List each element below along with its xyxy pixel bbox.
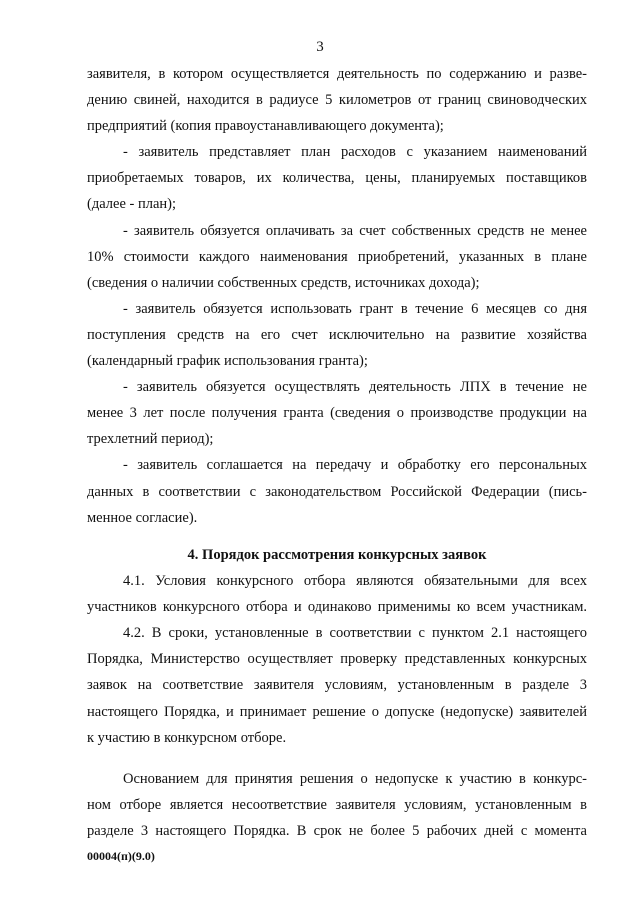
document-code: 00004(п)(9.0) — [87, 849, 155, 863]
text-line: 4.2. В сроки, установленные в соответствии с пунктом 2.1 настоящего — [123, 625, 587, 642]
text-line: - заявитель представляет план расходов с указанием наименований — [123, 144, 587, 161]
page-number: 3 — [316, 39, 324, 55]
text-line: - заявитель обязуется осуществлять деятельность ЛПХ в течение не — [123, 379, 587, 396]
text-line: менее 3 лет после получения гранта (сведения о производстве продукции на — [87, 405, 587, 422]
text-line: 4.1. Условия конкурсного отбора являются обязательными для всех — [123, 573, 587, 590]
section-heading: 4. Порядок рассмотрения конкурсных заявок — [187, 547, 487, 563]
text-line: трехлетний период); — [87, 431, 214, 448]
text-line: приобретаемых товаров, их количества, цены, планируемых поставщиков — [87, 170, 587, 187]
text-line: поступления средств на его счет исключительно на развитие хозяйства — [87, 326, 587, 343]
text-line: 10% стоимости каждого наименования приобретений, указанных в плане — [87, 248, 587, 265]
text-line: ном отборе является несоответствие заявителя условиям, установленным в — [87, 796, 587, 813]
text-line: - заявитель обязуется использовать грант в течение 6 месяцев со дня — [123, 300, 587, 317]
text-line: (календарный график использования гранта); — [87, 353, 368, 370]
text-line: Порядка, Министерство осуществляет проверку представленных конкурсных — [87, 651, 587, 668]
text-line: участников конкурсного отбора и одинаково применимы ко всем участникам. — [87, 599, 587, 616]
text-line: Основанием для принятия решения о недопуске к участию в конкурс- — [123, 770, 587, 787]
text-line: к участию в конкурсном отборе. — [87, 729, 287, 746]
text-line: предприятий (копия правоустанавливающего документа); — [87, 118, 444, 135]
paragraph-gap — [87, 751, 587, 766]
text-block-requirements — [87, 61, 587, 531]
text-block-section-4 — [87, 542, 587, 844]
text-line: - заявитель обязуется оплачивать за счет собственных средств не менее — [123, 222, 587, 239]
text-line: - заявитель соглашается на передачу и обработку его персональных — [123, 457, 587, 474]
text-line: (далее - план); — [87, 196, 177, 213]
text-line: менное согласие). — [87, 509, 198, 526]
text-line: данных в соответствии с законодательством Российской Федерации (пись- — [87, 483, 587, 500]
text-line: настоящего Порядка, и принимает решение о допуске (недопуске) заявителей — [87, 703, 587, 720]
text-line: заявок на соответствие заявителя условиям, установленным в разделе 3 — [87, 677, 587, 694]
text-line: дению свиней, находится в радиусе 5 километров от границ свиноводческих — [87, 92, 587, 109]
text-line: заявителя, в котором осуществляется деятельность по содержанию и разве- — [87, 66, 587, 82]
text-line: (сведения о наличии собственных средств, источниках дохода); — [87, 274, 480, 291]
text-line: разделе 3 настоящего Порядка. В срок не более 5 рабочих дней с момента — [87, 822, 587, 839]
